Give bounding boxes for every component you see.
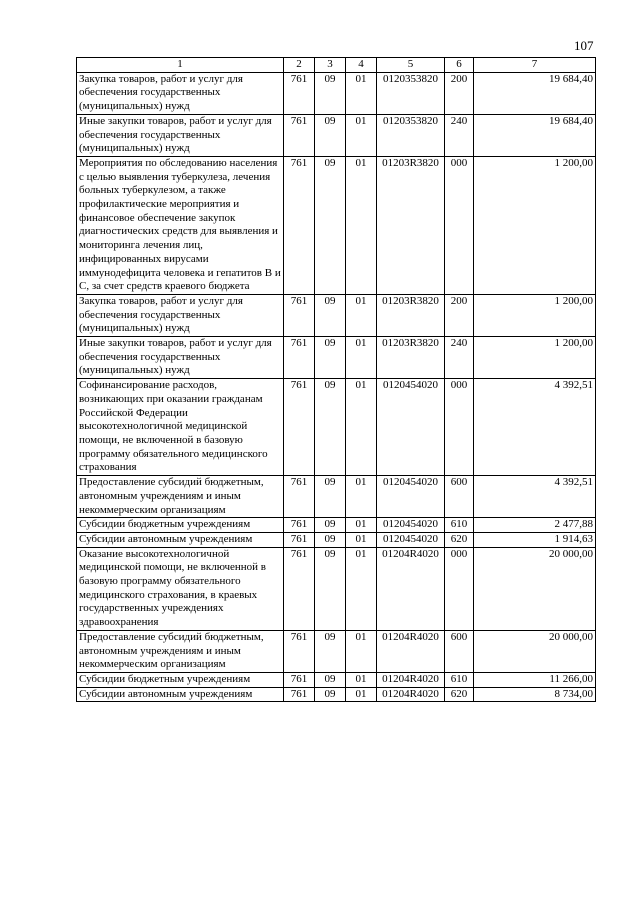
table-row	[77, 379, 596, 476]
row-section-code: 09	[315, 672, 346, 687]
row-amount: 19 684,40	[474, 72, 596, 114]
table-row	[77, 518, 596, 533]
row-name: Иные закупки товаров, работ и услуг для обеспечения государственных (муниципальных) нужд	[77, 114, 284, 156]
row-target-code: 01204R4020	[377, 547, 445, 630]
row-subsection-code: 01	[346, 547, 377, 630]
column-header: 2	[284, 58, 315, 73]
row-subsection-code: 01	[346, 294, 377, 336]
row-ministry-code: 761	[284, 379, 315, 476]
row-target-code: 0120454020	[377, 518, 445, 533]
row-section-code: 09	[315, 476, 346, 518]
row-target-code: 0120353820	[377, 114, 445, 156]
row-name: Иные закупки товаров, работ и услуг для обеспечения государственных (муниципальных) нужд	[77, 337, 284, 379]
row-subsection-code: 01	[346, 114, 377, 156]
row-expense-type: 610	[445, 672, 474, 687]
row-section-code: 09	[315, 72, 346, 114]
row-name: Субсидии автономным учреждениям	[77, 687, 284, 702]
row-section-code: 09	[315, 379, 346, 476]
row-expense-type: 620	[445, 687, 474, 702]
row-expense-type: 200	[445, 72, 474, 114]
row-expense-type: 600	[445, 630, 474, 672]
row-subsection-code: 01	[346, 476, 377, 518]
row-amount: 4 392,51	[474, 379, 596, 476]
row-amount: 19 684,40	[474, 114, 596, 156]
row-section-code: 09	[315, 630, 346, 672]
row-expense-type: 610	[445, 518, 474, 533]
row-target-code: 01203R3820	[377, 156, 445, 294]
row-name: Предоставление субсидий бюджетным, автономным учреждениям и иным некоммерческим организациям	[77, 476, 284, 518]
table-row	[77, 672, 596, 687]
row-target-code: 0120353820	[377, 72, 445, 114]
row-section-code: 09	[315, 547, 346, 630]
row-amount: 2 477,88	[474, 518, 596, 533]
row-ministry-code: 761	[284, 156, 315, 294]
budget-table	[76, 57, 596, 702]
column-header: 5	[377, 58, 445, 73]
row-subsection-code: 01	[346, 687, 377, 702]
table-row	[77, 532, 596, 547]
row-subsection-code: 01	[346, 532, 377, 547]
row-section-code: 09	[315, 294, 346, 336]
table-row	[77, 476, 596, 518]
row-target-code: 01203R3820	[377, 337, 445, 379]
row-section-code: 09	[315, 156, 346, 294]
row-section-code: 09	[315, 114, 346, 156]
row-section-code: 09	[315, 337, 346, 379]
row-name: Закупка товаров, работ и услуг для обеспечения государственных (муниципальных) нужд	[77, 72, 284, 114]
row-subsection-code: 01	[346, 630, 377, 672]
row-expense-type: 600	[445, 476, 474, 518]
row-expense-type: 620	[445, 532, 474, 547]
row-ministry-code: 761	[284, 294, 315, 336]
row-amount: 1 200,00	[474, 294, 596, 336]
row-name: Закупка товаров, работ и услуг для обеспечения государственных (муниципальных) нужд	[77, 294, 284, 336]
row-ministry-code: 761	[284, 547, 315, 630]
column-header: 6	[445, 58, 474, 73]
row-target-code: 0120454020	[377, 476, 445, 518]
row-amount: 1 914,63	[474, 532, 596, 547]
row-ministry-code: 761	[284, 672, 315, 687]
row-ministry-code: 761	[284, 72, 315, 114]
header-row	[77, 58, 596, 73]
row-name: Софинансирование расходов, возникающих при оказании гражданам Российской Федерации высокотехнологичной медицинской помощи, не включенной в базовую программу обязательного медицинского страхования	[77, 379, 284, 476]
row-section-code: 09	[315, 518, 346, 533]
page-number: 107	[574, 38, 594, 53]
row-subsection-code: 01	[346, 156, 377, 294]
row-ministry-code: 761	[284, 114, 315, 156]
row-ministry-code: 761	[284, 630, 315, 672]
row-target-code: 01204R4020	[377, 687, 445, 702]
row-expense-type: 240	[445, 337, 474, 379]
row-amount: 1 200,00	[474, 337, 596, 379]
row-amount: 20 000,00	[474, 630, 596, 672]
row-expense-type: 000	[445, 547, 474, 630]
row-target-code: 01203R3820	[377, 294, 445, 336]
row-subsection-code: 01	[346, 72, 377, 114]
column-header: 7	[474, 58, 596, 73]
row-subsection-code: 01	[346, 518, 377, 533]
column-header: 4	[346, 58, 377, 73]
row-expense-type: 000	[445, 379, 474, 476]
row-section-code: 09	[315, 532, 346, 547]
table-row	[77, 337, 596, 379]
row-ministry-code: 761	[284, 476, 315, 518]
row-target-code: 0120454020	[377, 379, 445, 476]
row-subsection-code: 01	[346, 337, 377, 379]
row-amount: 11 266,00	[474, 672, 596, 687]
row-name: Субсидии бюджетным учреждениям	[77, 518, 284, 533]
row-amount: 8 734,00	[474, 687, 596, 702]
table-row	[77, 114, 596, 156]
table-row	[77, 630, 596, 672]
row-expense-type: 200	[445, 294, 474, 336]
row-name: Субсидии автономным учреждениям	[77, 532, 284, 547]
row-name: Предоставление субсидий бюджетным, автономным учреждениям и иным некоммерческим организациям	[77, 630, 284, 672]
row-subsection-code: 01	[346, 672, 377, 687]
row-amount: 20 000,00	[474, 547, 596, 630]
row-section-code: 09	[315, 687, 346, 702]
row-ministry-code: 761	[284, 532, 315, 547]
row-target-code: 01204R4020	[377, 672, 445, 687]
row-name: Оказание высокотехнологичной медицинской помощи, не включенной в базовую программу обязательного медицинского страхования, в краевых государственных учреждениях здравоохранения	[77, 547, 284, 630]
row-target-code: 0120454020	[377, 532, 445, 547]
row-subsection-code: 01	[346, 379, 377, 476]
column-header: 1	[77, 58, 284, 73]
row-expense-type: 000	[445, 156, 474, 294]
row-name: Мероприятия по обследованию населения с целью выявления туберкулеза, лечения больных туберкулезом, а также профилактические мероприятия и финансовое обеспечение закупок диагностических средств для выявления и мониторинга лечения лиц, инфицированных вирусами иммунодефицита человека и гепатитов В и С, за счет средств краевого бюджета	[77, 156, 284, 294]
row-ministry-code: 761	[284, 687, 315, 702]
table-row	[77, 72, 596, 114]
column-header: 3	[315, 58, 346, 73]
row-expense-type: 240	[445, 114, 474, 156]
row-ministry-code: 761	[284, 518, 315, 533]
row-name: Субсидии бюджетным учреждениям	[77, 672, 284, 687]
row-amount: 4 392,51	[474, 476, 596, 518]
row-amount: 1 200,00	[474, 156, 596, 294]
table-row	[77, 294, 596, 336]
table-row	[77, 547, 596, 630]
table-row	[77, 687, 596, 702]
table-row	[77, 156, 596, 294]
row-ministry-code: 761	[284, 337, 315, 379]
row-target-code: 01204R4020	[377, 630, 445, 672]
